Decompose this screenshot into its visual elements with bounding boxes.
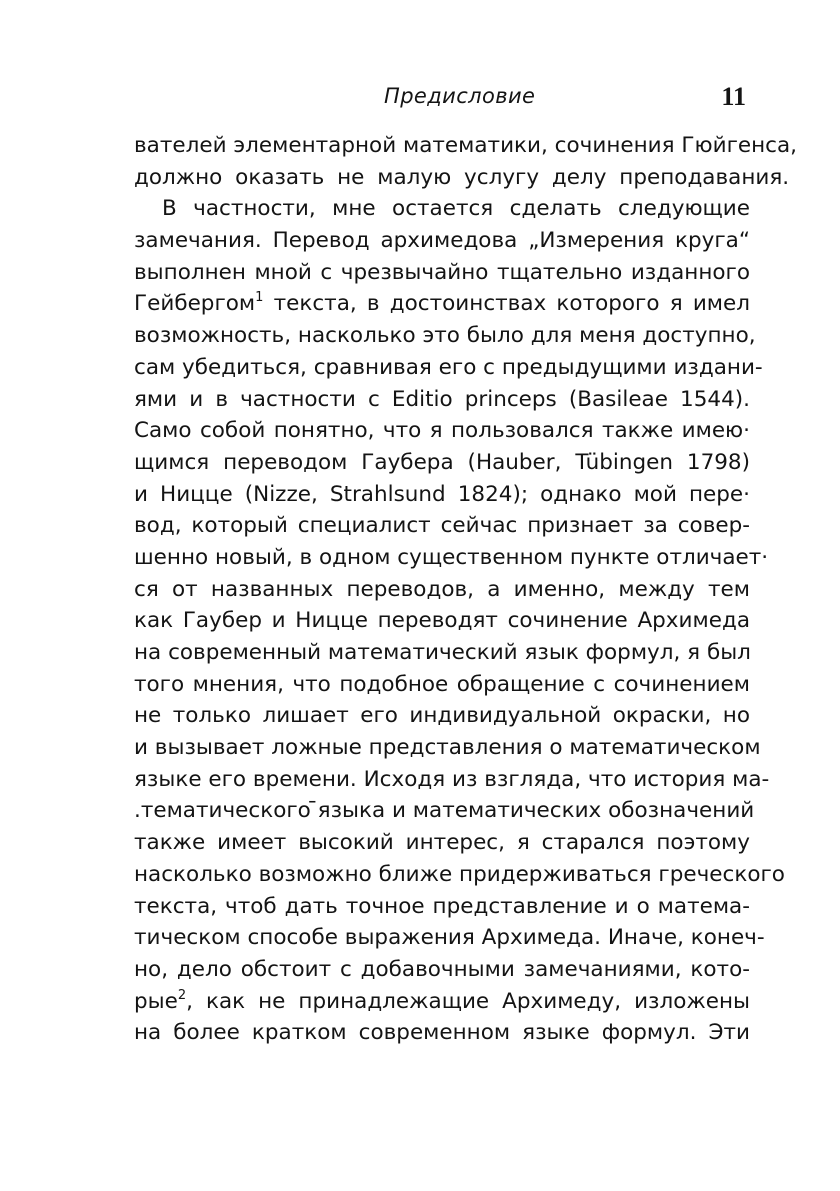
text-line: Само собой понятно, что я пользовался также имею· [134, 418, 750, 444]
text-segment: текста, в достоинствах которого я имел [263, 291, 750, 317]
text-line: должно оказать не малую услугу делу преподавания. [134, 164, 790, 190]
text-line: текста, чтоб дать точное представление и о матема- [134, 893, 750, 919]
text-line: .тематического ̄языка и математических обозначений [134, 798, 755, 824]
text-line: В частности, мне остается сделать следующие [162, 196, 750, 222]
body-text [134, 130, 798, 1049]
text-line: щимся переводом Гаубера (Hauber, Tübingen 1798) [134, 449, 750, 475]
text-line: также имеет высокий интерес, я старался поэтому [134, 830, 750, 856]
text-line: и Ницце (Nizze, Strahlsund 1824); однако мой пере· [134, 481, 750, 507]
text-line: выполнен мной с чрезвычайно тщательно изданного [134, 259, 750, 285]
text-line: на более кратком современном языке формул. Эти [134, 1020, 750, 1046]
text-line: тическом способе выражения Архимеда. Иначе, конеч- [134, 925, 765, 951]
text-line [134, 288, 750, 320]
text-line: вод, который специалист сейчас признает за совер- [134, 513, 750, 539]
text-line [134, 986, 750, 1018]
text-line: ся от названных переводов, а именно, между тем [134, 576, 750, 602]
text-line: как Гаубер и Ницце переводят сочинение Архимеда [134, 608, 750, 634]
page-number: 11 [721, 82, 746, 111]
text-segment: рые [134, 988, 178, 1014]
text-line: и вызывает ложные представления о математическом [134, 735, 761, 761]
text-line: сам убедиться, сравнивая его с предыдущими издани- [134, 354, 763, 380]
text-line: того мнения, что подобное обращение с сочинением [134, 671, 750, 697]
footnote-marker: 2 [177, 987, 187, 1003]
text-line: на современный математический язык формул, я был [134, 640, 751, 665]
text-line: но, дело обстоит с добавочными замечаниями, кото- [134, 956, 750, 982]
text-line: замечания. Перевод архимедова „Измерения круга“ [134, 228, 750, 254]
text-line: насколько возможно ближе придерживаться греческого [134, 861, 785, 887]
running-title: Предисловие [384, 84, 536, 108]
text-line: шенно новый, в одном существенном пункте отличает· [134, 544, 769, 570]
text-line: вателей элементарной математики, сочинения Гюйгенса, [134, 133, 798, 158]
text-line: не только лишает его индивидуальной окраски, но [134, 703, 750, 729]
running-header [134, 80, 750, 116]
footnote-marker: 1 [255, 290, 264, 306]
text-line: ями и в частности с Editio princeps (Basileae 1544). [134, 386, 750, 412]
text-segment: , как не принадлежащие Архимеду, изложены [186, 988, 750, 1014]
text-line: языке его времени. Исходя из взгляда, что история ма- [134, 766, 770, 792]
text-line: возможность, насколько это было для меня доступно, [134, 323, 756, 349]
text-segment: Гейбергом [134, 291, 256, 317]
